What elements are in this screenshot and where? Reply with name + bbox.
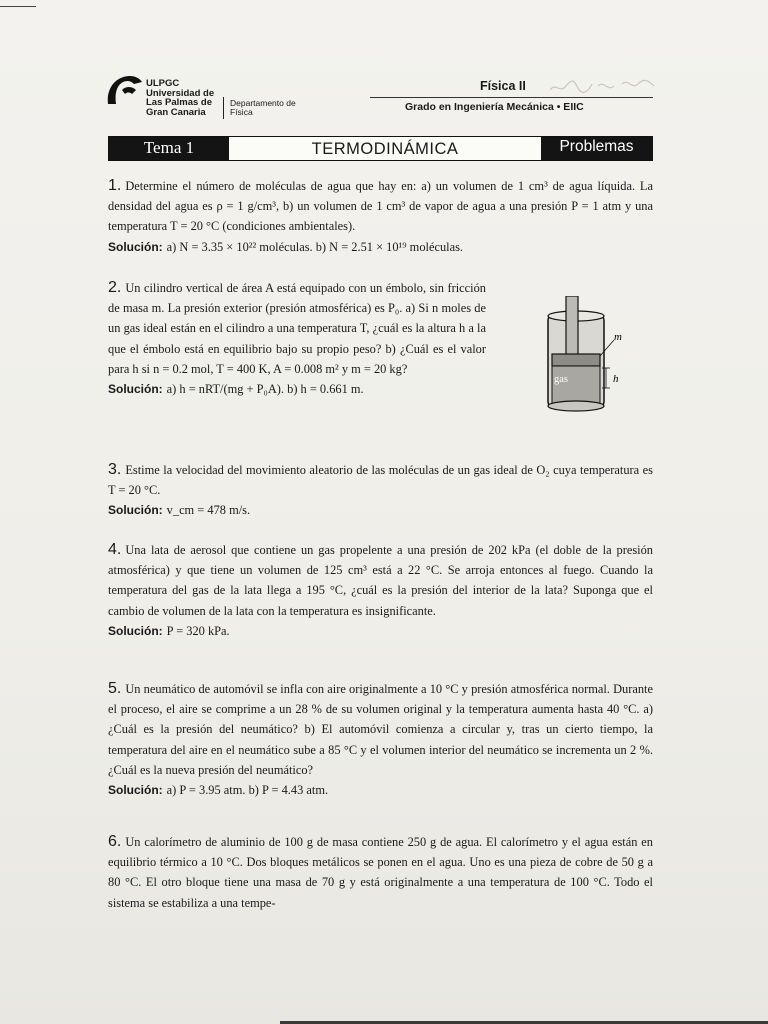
ulpgc-logo-icon [104,70,144,106]
problem-number: 6. [108,833,122,850]
degree-name: Grado en Ingeniería Mecánica • EIIC [405,101,584,113]
topic-label: Tema 1 [109,137,229,160]
problem-1 [108,176,653,257]
height-label: h [613,373,619,385]
title-bar [108,136,653,161]
course-name: Física II [480,79,526,93]
section-label: Problemas [541,137,652,160]
department-name: Departamento de Física [230,98,296,117]
problem-text: Una lata de aerosol que contiene un gas propelente a una presión de 202 kPa (el doble de la presión atmosférica) y que tiene un volumen de 125 cm³ está a 22 °C. Se arroja entonces al fuego. Cuando la temperatura del gas de la lata llega a 195 °C, ¿cuál es la presión del interior de la lata? Suponga que el cambio de volumen de la lata con la temperatura es insignificante. [108,543,653,618]
header-divider [223,97,224,119]
solution-label: Solución: [108,503,163,518]
problem-number: 2. [108,279,122,296]
university-name: ULPGC Universidad de Las Palmas de Gran Canaria [146,78,215,118]
solution [108,500,653,520]
page-title: TERMODINÁMICA [311,140,459,158]
solution-text: v_cm = 478 m/s. [166,503,251,518]
solution [108,237,653,257]
solution-label: Solución: [108,382,163,397]
solution-text: a) N = 3.35 × 10²² moléculas. b) N = 2.51 × 10¹⁹ moléculas. [166,239,464,254]
solution-label: Solución: [108,623,163,638]
solution [108,780,653,800]
problem-4 [108,540,653,641]
handwritten-scribble [548,76,658,98]
solution-label: Solución: [108,239,163,254]
problem-text: Un calorímetro de aluminio de 100 g de masa contiene 250 g de agua. El calorímetro y el agua están en equilibrio térmico a 10 °C. Dos bloques metálicos se ponen en el agua. Uno es una pieza de cobre de 50 g a 80 °C. El otro bloque tiene una masa de 70 g y está originalmente a una temperatura de 100 °C. Todo el sistema se estabiliza a una tempe- [108,835,653,910]
problem-5 [108,679,653,800]
mass-label: m [614,331,622,343]
problem-text: Un neumático de automóvil se infla con aire originalmente a 10 °C y presión atmosférica normal. Durante el proceso, el aire se comprime a un 28 % de su volumen original y la temperatura aumenta hasta 40 °C. a) ¿Cuál es la presión del neumático? b) El automóvil comienza a circular y, tras un cierto tiempo, la temperatura del aire en el neumático sube a 85 °C y el volumen interior del neumático se incrementa un 2 %. ¿Cuál es la nueva presión del neumático? [108,682,653,777]
problem-number: 1. [108,177,122,194]
problem-text: Determine el número de moléculas de agua que hay en: a) un volumen de 1 cm³ de agua líquida. La densidad del agua es ρ = 1 g/cm³, b) un volumen de 1 cm³ de vapor de agua a una presión P = 1 atm y una temperatura T = 20 °C (condiciones ambientales). [108,179,653,234]
problem-number: 4. [108,541,122,558]
problem-number: 5. [108,680,122,697]
problem-number: 3. [108,461,122,478]
problem-text: Un cilindro vertical de área A está equipado con un émbolo, sin fricción de masa m. La presión exterior (presión atmosférica) es P₀. a) Si n moles de un gas ideal están en el cilindro a una temperatura T, ¿cuál es la altura h a la que el émbolo está en equilibrio bajo su propio peso? b) ¿Cuál es el valor para h si n = 0.2 mol, T = 400 K, A = 0.008 m² y m = 20 kg? [108,281,486,376]
problem-2-body [108,278,486,379]
edge-mark [0,6,36,7]
problem-3 [108,460,653,521]
piston-cylinder-figure [540,296,630,416]
solution [108,621,653,641]
header-rule [370,97,653,98]
solution-text: a) h = nRT/(mg + P₀A). b) h = 0.661 m. [166,382,364,397]
solution-text: P = 320 kPa. [166,623,230,638]
solution-text: a) P = 3.95 atm. b) P = 4.43 atm. [166,783,329,798]
problem-text: Estime la velocidad del movimiento aleatorio de las moléculas de un gas ideal de O₂ cuya temperatura es T = 20 °C. [108,463,653,498]
solution-label: Solución: [108,783,163,798]
problem-6 [108,832,653,913]
gas-label: gas [554,374,568,385]
